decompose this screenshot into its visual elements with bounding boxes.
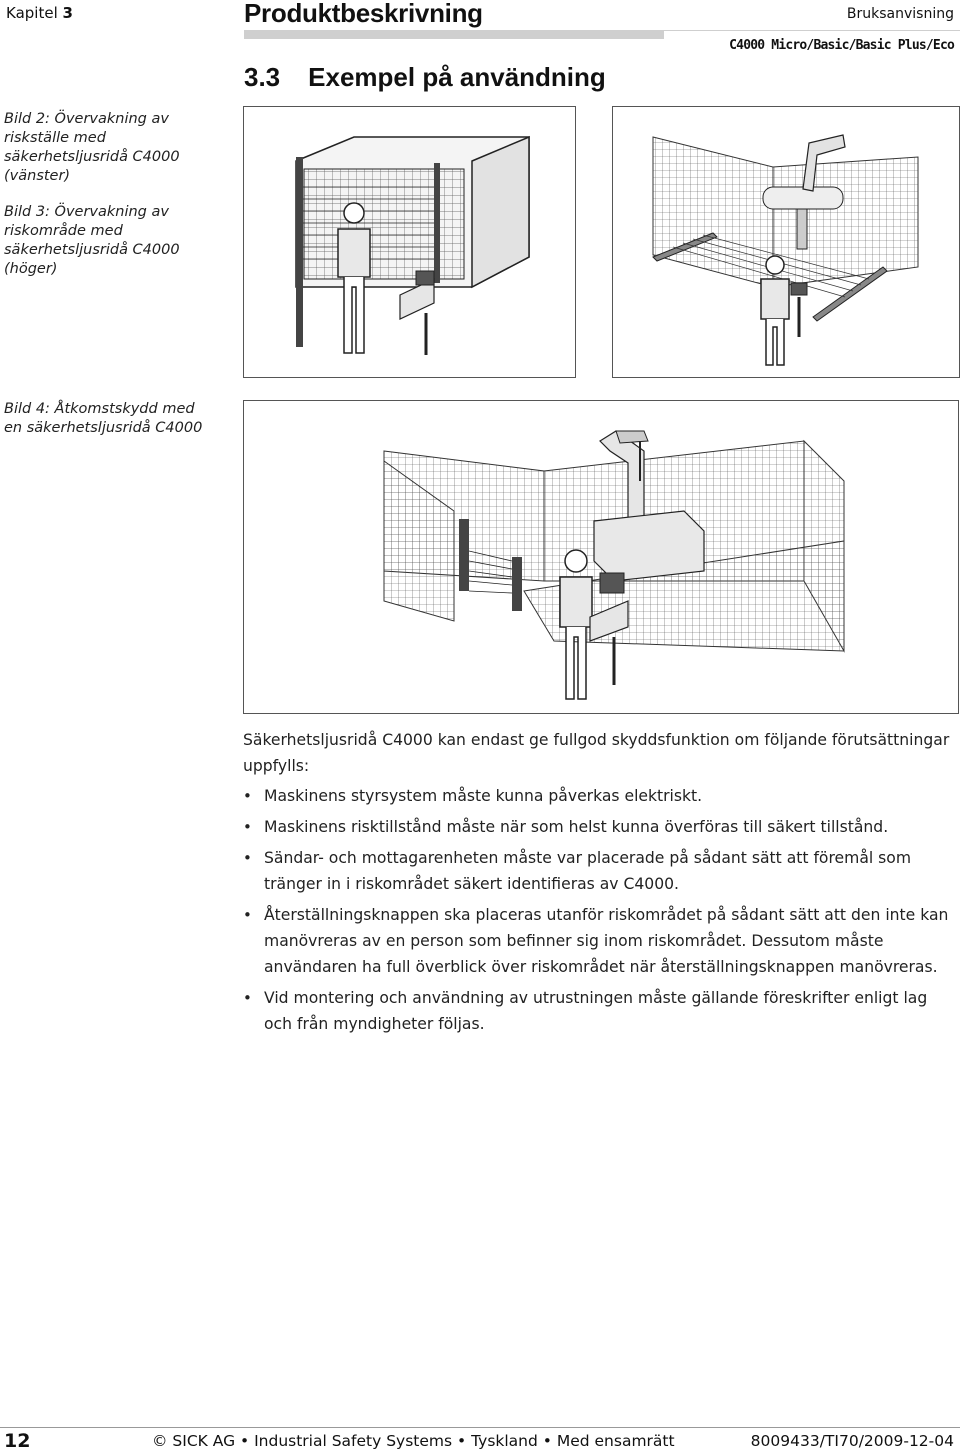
list-item: • Maskinens styrsystem måste kunna påverkas elektriskt. bbox=[243, 783, 958, 809]
list-item: • Återställningsknappen ska placeras utanför riskområdet på sådant sätt att den inte kan manövreras av en person som befinner sig inom riskområdet. Dessutom måste användaren ha full överblick över riskområdet när återställningsknappen manövreras. bbox=[243, 902, 958, 980]
list-item: • Vid montering och användning av utrustningen måste gällande föreskrifter enligt lag och från myndigheter följas. bbox=[243, 985, 958, 1037]
access-protection-illustration bbox=[244, 401, 958, 713]
page-title: Produktbeskrivning bbox=[244, 0, 483, 28]
model-line: C4000 Micro/Basic/Basic Plus/Eco bbox=[729, 38, 954, 53]
intro-paragraph: Säkerhetsljusridå C4000 kan endast ge fullgod skyddsfunktion om följande förutsättningar uppfylls: bbox=[243, 731, 950, 775]
chapter-number: 3 bbox=[62, 4, 73, 22]
footer-rule bbox=[0, 1427, 960, 1428]
figure-2-hazard-point bbox=[243, 106, 576, 378]
caption-fig2: Bild 2: Övervakning av riskställe med säkerhetsljusridå C4000 (vänster) bbox=[4, 111, 180, 184]
page-number: 12 bbox=[4, 1430, 31, 1452]
figure-3-hazard-area bbox=[612, 106, 960, 378]
chapter-label bbox=[6, 4, 73, 22]
figure-4-access-protection bbox=[243, 400, 959, 714]
section-heading bbox=[244, 62, 606, 93]
footer-doc-id: 8009433/TI70/2009-12-04 bbox=[750, 1432, 954, 1450]
header-rule-thin bbox=[664, 30, 960, 31]
footer-copyright: © SICK AG • Industrial Safety Systems • Tyskland • Med ensamrätt bbox=[152, 1432, 675, 1450]
list-item: • Maskinens risktillstånd måste när som helst kunna överföras till säkert tillstånd. bbox=[243, 814, 958, 840]
caption-fig3: Bild 3: Övervakning av riskområde med säkerhetsljusridå C4000 (höger) bbox=[4, 204, 180, 277]
hazard-point-illustration bbox=[244, 107, 575, 377]
section-number: 3.3 bbox=[244, 62, 281, 92]
chapter-word: Kapitel bbox=[6, 4, 58, 22]
requirements-list bbox=[243, 783, 958, 1042]
doc-type: Bruksanvisning bbox=[846, 6, 954, 22]
section-title: Exempel på användning bbox=[308, 62, 606, 92]
list-item: • Sändar- och mottagarenheten måste var placerade på sådant sätt att föremål som tränger in i riskområdet säkert identifieras av C4000. bbox=[243, 845, 958, 897]
hazard-area-illustration bbox=[613, 107, 959, 377]
caption-fig4: Bild 4: Åtkomstskydd med en säkerhetsljusridå C4000 bbox=[4, 401, 203, 436]
header-rule bbox=[244, 30, 664, 39]
